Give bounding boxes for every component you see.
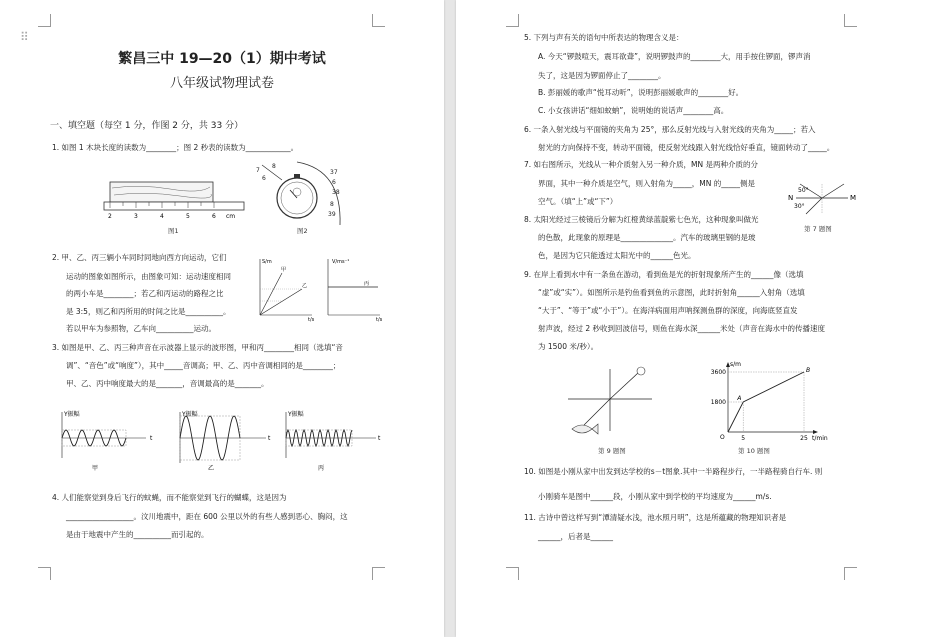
question-2-line-3: 的两小车是________；若乙和丙运动的路程之比	[66, 289, 224, 298]
crop-mark	[506, 567, 519, 580]
svg-text:t: t	[268, 435, 271, 442]
drag-handle-icon[interactable]: ⠿	[20, 30, 27, 44]
exam-subtitle: 八年级试物理试卷	[169, 76, 274, 91]
question-6-line-1: 6. 一条入射光线与平面镜的夹角为 25°，那么反射光线与入射光线的夹角为_____；若入	[524, 125, 816, 134]
g10-xlabel: t/min	[812, 435, 828, 442]
question-2-line-5: 若以甲车为参照物，乙车向__________运动。	[66, 324, 216, 333]
question-9-line-3: “大于”、“等于”或“小于”）。在海洋病面用声呐探测鱼群的深度，向海底竖直发	[538, 306, 798, 315]
svg-text:37: 37	[330, 169, 338, 176]
svg-text:8: 8	[330, 201, 334, 208]
question-10-line-2: 小刚骑车是图中______段，小刚从家中到学校的平均速度为______m/s.	[538, 492, 772, 501]
g10-point-a: A	[737, 395, 742, 402]
page-2	[456, 0, 933, 637]
question-7-line-3: 空气。（填“上”或“下”）	[538, 197, 618, 206]
question-11-line-1: 11. 古诗中曾这样写到“潭清疑水浅，池水照月明”，这是所蕴藏的物理知识者是	[524, 513, 787, 522]
vt-ylabel: V/ms⁻¹	[332, 259, 350, 265]
question-5-line-3: 失了，这是因为锣面停止了________。	[538, 71, 666, 80]
g10-ytick-1800: 1800	[710, 399, 726, 406]
fig7-angle-1: 50°	[798, 187, 809, 194]
wave-label-yi: 乙	[208, 465, 215, 472]
g10-ylabel: s/m	[730, 361, 741, 368]
exam-title: 繁昌三中 19—20（1）期中考试	[118, 51, 326, 67]
svg-text:6: 6	[212, 213, 216, 220]
svg-text:6: 6	[332, 179, 336, 186]
question-5-line-5: C. 小女孩讲话“细如蚊蚋”，说明她的说话声________高。	[538, 106, 729, 115]
crop-mark	[844, 14, 857, 27]
question-6-line-2: 射光的方向保持不变，转动平面镜，使反射光线跟入射光线恰好垂直，镜面转动了_____。	[538, 143, 835, 152]
st-graph-10	[708, 360, 828, 440]
refraction-figure	[786, 180, 866, 220]
question-2-line-4: 是 3:5，则乙和丙所用的时间之比是__________。	[66, 307, 231, 316]
g10-xtick-25: 25	[800, 435, 808, 442]
question-5-line-4: B. 彭丽媛的歌声“悦耳动听”，说明彭丽媛歌声的________好。	[538, 88, 744, 97]
fish-figure	[568, 365, 658, 440]
question-5-line-1: 5. 下列与声有关的语句中所表达的物理含义是：	[524, 33, 684, 42]
st-xlabel: t/s	[308, 317, 315, 323]
waveform-figure	[56, 408, 386, 473]
st-ylabel: S/m	[262, 259, 272, 265]
question-1: 1. 如图 1 木块长度的读数为________；图 2 秒表的读数为____________。	[52, 143, 299, 152]
fig10-caption: 第 10 题图	[738, 447, 770, 455]
crop-mark	[506, 14, 519, 27]
question-3-line-2: 调”、“音色”或“响度”），其中_____音调高；甲、乙、丙中音调相同的是________；	[66, 361, 341, 370]
g10-ytick-3600: 3600	[710, 369, 726, 376]
fig7-m: M	[850, 194, 857, 202]
svg-text:cm: cm	[226, 213, 236, 220]
wave-label-bing: 丙	[318, 465, 325, 472]
st-chart	[252, 255, 317, 323]
st-yi: 乙	[302, 283, 308, 289]
question-9-line-4: 射声波，经过 2 秒收到回波信号，则鱼在海水深______米处（声音在海水中的传播速度	[538, 324, 826, 333]
question-9-line-1: 9. 在岸上看到水中有一条鱼在游动，看到鱼是光的折射现象所产生的______像（选填	[524, 270, 804, 279]
question-2-line-2: 运动的图象如图所示，由图象可知：运动速度相同	[66, 272, 231, 281]
vt-xlabel: t/s	[376, 317, 383, 323]
ruler-figure	[100, 180, 250, 225]
svg-text:7: 7	[256, 167, 260, 174]
question-3-line-1: 3. 如图是甲、乙、丙三种声音在示波器上显示的波形图，甲和丙________相同（选填“音	[52, 343, 343, 352]
crop-mark	[38, 567, 51, 580]
svg-text:5: 5	[186, 213, 190, 220]
question-11-line-2: ______，后者是______	[538, 532, 613, 541]
st-jia: 甲	[281, 267, 287, 273]
question-10-line-1: 10. 如图是小刚从家中出发到达学校的s－t图象.其中一半路程步行，一半路程骑自行车. 则	[524, 467, 823, 476]
svg-text:8: 8	[272, 163, 276, 170]
svg-text:2: 2	[108, 213, 112, 220]
question-2-line-1: 2. 甲、乙、丙三辆小车同时同地向西方向运动，它们	[52, 253, 227, 262]
svg-text:t: t	[150, 435, 153, 442]
page-1	[0, 0, 444, 637]
crop-mark	[844, 567, 857, 580]
question-8-line-1: 8. 太阳光经过三棱镜后分解为红橙黄绿蓝靛紫七色光，这种现象叫做光	[524, 215, 759, 224]
question-5-line-2: A. 今天“锣鼓喧天，震耳欲聋”，说明锣鼓声的________大，用手按住锣面，锣声消	[538, 52, 811, 61]
question-9-line-2: “虚”或“实”）。如图所示是钓鱼看到鱼的示意图，此时折射角______入射角（选填	[538, 288, 805, 297]
question-7-line-1: 7. 如右图所示，光线从一种介质射入另一种介质，MN 是两种介质的分	[524, 160, 759, 169]
g10-xtick-5: 5	[741, 435, 746, 442]
svg-text:4: 4	[160, 213, 164, 220]
g10-origin: O	[720, 434, 725, 441]
question-4-line-3: 是由于地震中产生的__________而引起的。	[66, 530, 209, 539]
fig7-angle-2: 30°	[794, 203, 805, 210]
wave-label-jia: 甲	[92, 465, 99, 472]
fig7-n: N	[788, 194, 794, 202]
fig7-caption: 第 7 题图	[804, 225, 832, 233]
svg-text:38: 38	[332, 189, 340, 196]
stopwatch-figure	[252, 160, 362, 230]
svg-text:6: 6	[262, 175, 266, 182]
crop-mark	[372, 567, 385, 580]
fig9-caption: 第 9 题图	[598, 447, 626, 455]
g10-point-b: B	[806, 367, 811, 374]
question-8-line-2: 的色散，此现象的原理是______________。汽车的玻璃里钢的是玻	[538, 233, 756, 242]
question-8-line-3: 色，是因为它只能透过太阳光中的______色光。	[538, 251, 696, 260]
section-heading: 一、填空题（每空 1 分，作图 2 分，共 33 分）	[50, 121, 244, 131]
question-9-line-5: 为 1500 米/秒）。	[538, 342, 599, 351]
question-3-line-3: 甲、乙、丙中响度最大的是_______，音调最高的是_______。	[66, 379, 269, 388]
fig1-caption: 图1	[168, 227, 179, 235]
svg-text:t: t	[378, 435, 381, 442]
wave-axis-label: Y振幅	[64, 411, 80, 418]
crop-mark	[38, 14, 51, 27]
question-7-line-2: 界面，其中一种介质是空气，则入射角为_____，MN 的_____侧是	[538, 179, 755, 188]
question-4-line-1: 4. 人们能察觉到身后飞行的蚊蝇，而不能察觉到飞行的蝴蝶，这是因为	[52, 493, 287, 502]
fig2-caption: 图2	[297, 227, 308, 235]
vt-chart	[320, 255, 385, 323]
crop-mark	[372, 14, 385, 27]
svg-text:39: 39	[328, 211, 336, 218]
wave-axis-label: Y振幅	[288, 411, 304, 418]
question-4-line-2: __________________。汶川地震中，距在 600 公里以外的有些人感到恶心、胸闷，这	[66, 512, 348, 521]
vt-bing: 丙	[364, 281, 370, 287]
wave-axis-label: Y振幅	[182, 411, 198, 418]
svg-text:3: 3	[134, 213, 138, 220]
